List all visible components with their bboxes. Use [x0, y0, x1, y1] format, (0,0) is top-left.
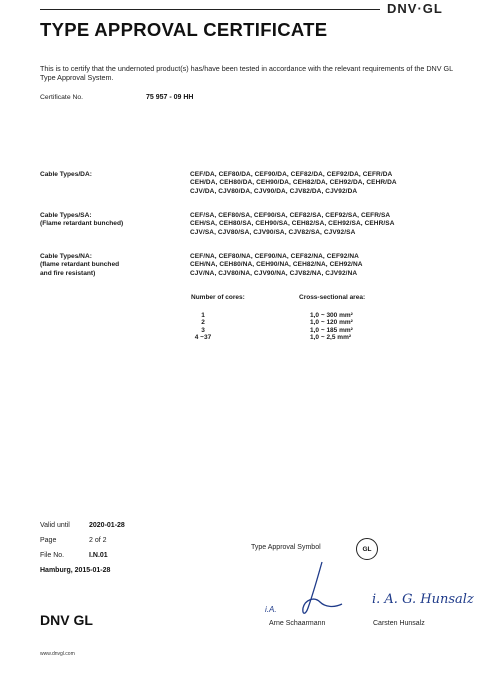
dnvgl-logo-top: DNV·GL	[387, 1, 443, 16]
page-label: Page	[40, 537, 57, 544]
cable-type-line: CEH/NA, CEH80/NA, CEH90/NA, CEH82/NA, CEH92/NA	[190, 261, 363, 269]
certificate-number-label: Certificate No.	[40, 94, 84, 101]
area-value: 1,0 ~ 185 mm²	[310, 326, 353, 334]
cable-type-line: CJV/SA, CJV80/SA, CJV90/SA, CJV82/SA, CJV92/SA	[190, 228, 356, 236]
dnvgl-logo-bottom: DNV GL	[40, 612, 93, 628]
signatory-name-2: Carsten Hunsalz	[373, 620, 425, 627]
cores-value: 3	[201, 326, 205, 334]
cable-type-line: CEF/NA, CEF80/NA, CEF90/NA, CEF82/NA, CEF92/NA	[190, 253, 359, 260]
section-na-list	[190, 253, 363, 278]
area-value: 1,0 ~ 120 mm²	[310, 319, 353, 327]
section-sa-list	[190, 212, 395, 237]
cores-column-header: Number of cores:	[191, 294, 245, 301]
valid-until-label: Valid until	[40, 522, 70, 529]
section-label-line: Cable Types/SA:	[40, 212, 92, 219]
website-link[interactable]: www.dnvgl.com	[40, 651, 75, 657]
section-label-line: (flame retardant bunched	[40, 261, 120, 269]
section-da-label	[40, 171, 92, 179]
cable-type-line: CEH/SA, CEH80/SA, CEH90/SA, CEH82/SA, CEH92/SA, CEHR/SA	[190, 220, 395, 228]
valid-until-value: 2020-01-28	[89, 522, 125, 529]
section-sa-label	[40, 212, 123, 229]
file-number-label: File No.	[40, 552, 65, 559]
file-number-value: I.N.01	[89, 552, 108, 559]
section-label-line: Cable Types/DA:	[40, 171, 92, 178]
area-column	[310, 312, 353, 342]
cable-type-line: CEF/SA, CEF80/SA, CEF90/SA, CEF82/SA, CEF92/SA, CEFR/SA	[190, 212, 391, 219]
type-approval-symbol-label: Type Approval Symbol	[251, 544, 321, 551]
intro-text: This is to certify that the undernoted product(s) has/have been tested in accordance with the relevant requirements of the DNV GL Type Approval System.	[40, 64, 453, 82]
place-date: Hamburg, 2015-01-28	[40, 567, 111, 574]
cable-type-line: CJV/DA, CJV80/DA, CJV90/DA, CJV82/DA, CJV92/DA	[190, 187, 358, 195]
signature-hunsalz: i. A. G. Hunsalz	[372, 592, 474, 607]
cable-type-line: CJV/NA, CJV80/NA, CJV90/NA, CJV82/NA, CJV92/NA	[190, 269, 358, 277]
section-label-line: and fire resistant)	[40, 269, 96, 277]
area-value: 1,0 ~ 300 mm²	[310, 312, 353, 319]
signatory-name-1: Arne Schaarmann	[269, 620, 326, 627]
area-value: 1,0 ~ 2,5 mm²	[310, 334, 352, 342]
certificate-number: 75 957 - 09 HH	[146, 94, 194, 101]
cores-value: 4 ~37	[194, 334, 212, 342]
section-na-label	[40, 253, 119, 278]
cores-value: 2	[201, 319, 205, 327]
cable-type-line: CEF/DA, CEF80/DA, CEF90/DA, CEF82/DA, CEF92/DA, CEFR/DA	[190, 171, 393, 178]
cores-column	[188, 312, 218, 342]
certificate-title: TYPE APPROVAL CERTIFICATE	[40, 19, 328, 40]
gl-seal-icon: GL	[356, 538, 378, 560]
section-label-line: (Flame retardant bunched)	[40, 220, 124, 228]
page-value: 2 of 2	[89, 537, 107, 544]
header-rule	[40, 9, 380, 10]
cable-type-line: CEH/DA, CEH80/DA, CEH90/DA, CEH82/DA, CEH92/DA, CEHR/DA	[190, 179, 397, 187]
section-label-line: Cable Types/NA:	[40, 253, 92, 260]
cores-value: 1	[201, 312, 205, 319]
signature-prefix-schaarmann: i.A.	[265, 605, 277, 614]
section-da-list	[190, 171, 397, 196]
area-column-header: Cross-sectional area:	[299, 294, 366, 301]
